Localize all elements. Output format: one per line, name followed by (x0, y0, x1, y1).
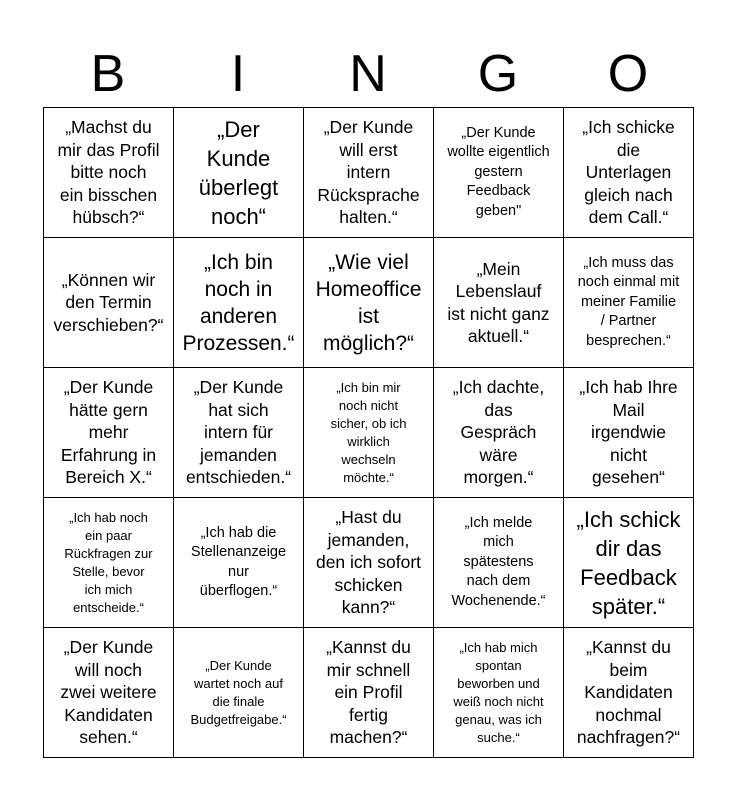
cell-text: „Mein Lebenslauf ist nicht ganz aktuell.“ (447, 258, 550, 346)
cell-text: „Ich dachte, das Gespräch wäre morgen.“ (452, 377, 545, 488)
bingo-cell[interactable] (434, 628, 564, 758)
cell-text: „Ich schick dir das Feedback später.“ (576, 506, 681, 619)
bingo-cell[interactable] (304, 108, 434, 238)
bingo-cell[interactable] (564, 628, 694, 758)
header-letter-g: G (477, 45, 519, 103)
bingo-cell[interactable] (434, 108, 564, 238)
cell-text: „Kannst du mir schnell ein Profil fertig machen?“ (326, 637, 411, 748)
bingo-cell[interactable] (174, 238, 304, 368)
cell-text: „Der Kunde hätte gern mehr Erfahrung in Bereich X.“ (60, 377, 157, 488)
cell-text: „Der Kunde überlegt noch“ (198, 116, 279, 229)
bingo-cell[interactable] (174, 628, 304, 758)
bingo-cell[interactable] (304, 238, 434, 368)
cell-text: „Kannst du beim Kandidaten nochmal nachfragen?“ (576, 637, 681, 748)
bingo-cell[interactable] (174, 498, 304, 628)
cell-text: „Ich schicke die Unterlagen gleich nach dem Call.“ (582, 117, 675, 228)
cell-text: „Ich muss das noch einmal mit meiner Familie / Partner besprechen.“ (577, 254, 680, 349)
bingo-cell[interactable] (564, 368, 694, 498)
bingo-cell[interactable] (434, 498, 564, 628)
cell-text: „Ich hab mich spontan beworben und weiß noch nicht genau, was ich suche.“ (453, 639, 544, 745)
cell-text: „Hast du jemanden, den ich sofort schicken kann?“ (315, 507, 422, 618)
bingo-cell[interactable] (174, 108, 304, 238)
bingo-cell[interactable] (44, 238, 174, 368)
bingo-header (43, 40, 693, 108)
bingo-cell[interactable] (304, 498, 434, 628)
cell-text: „Wie viel Homeoffice ist möglich?“ (315, 250, 422, 355)
cell-text: „Ich bin mir noch nicht sicher, ob ich wirklich wechseln möchte.“ (330, 379, 407, 485)
bingo-cell[interactable] (434, 238, 564, 368)
bingo-cell[interactable] (564, 238, 694, 368)
cell-text: „Machst du mir das Profil bitte noch ein bisschen hübsch?“ (57, 117, 160, 228)
bingo-grid (43, 107, 694, 758)
cell-text: „Ich hab noch ein paar Rückfragen zur Stelle, bevor ich mich entscheide.“ (64, 509, 153, 615)
bingo-cell[interactable] (44, 498, 174, 628)
header-letter-n: N (349, 45, 387, 103)
bingo-cell[interactable] (174, 368, 304, 498)
bingo-cell[interactable] (44, 628, 174, 758)
cell-text: „Können wir den Termin verschieben?“ (53, 269, 164, 335)
bingo-cell[interactable] (434, 368, 564, 498)
header-letter-o: O (607, 45, 649, 103)
cell-text: „Ich hab die Stellenanzeige nur überflogen.“ (190, 524, 287, 599)
bingo-cell[interactable] (564, 108, 694, 238)
header-letter-b: B (90, 45, 126, 103)
bingo-cell[interactable] (44, 368, 174, 498)
cell-text: „Der Kunde hat sich intern für jemanden entschieden.“ (185, 377, 292, 488)
bingo-cell[interactable] (564, 498, 694, 628)
cell-text: „Der Kunde will erst intern Rücksprache halten.“ (317, 117, 420, 228)
cell-text: „Ich melde mich spätestens nach dem Wochenende.“ (451, 514, 546, 609)
bingo-cell[interactable] (304, 368, 434, 498)
cell-text: „Der Kunde will noch zwei weitere Kandidaten sehen.“ (60, 637, 157, 748)
cell-text: „Der Kunde wartet noch auf die finale Budgetfreigabe.“ (190, 657, 287, 727)
bingo-cell[interactable] (304, 628, 434, 758)
bingo-cell[interactable] (44, 108, 174, 238)
header-letter-i: I (230, 45, 246, 103)
cell-text: „Ich bin noch in anderen Prozessen.“ (182, 250, 295, 355)
cell-text: „Der Kunde wollte eigentlich gestern Feedback geben" (447, 124, 550, 219)
cell-text: „Ich hab Ihre Mail irgendwie nicht gesehen“ (579, 377, 678, 488)
